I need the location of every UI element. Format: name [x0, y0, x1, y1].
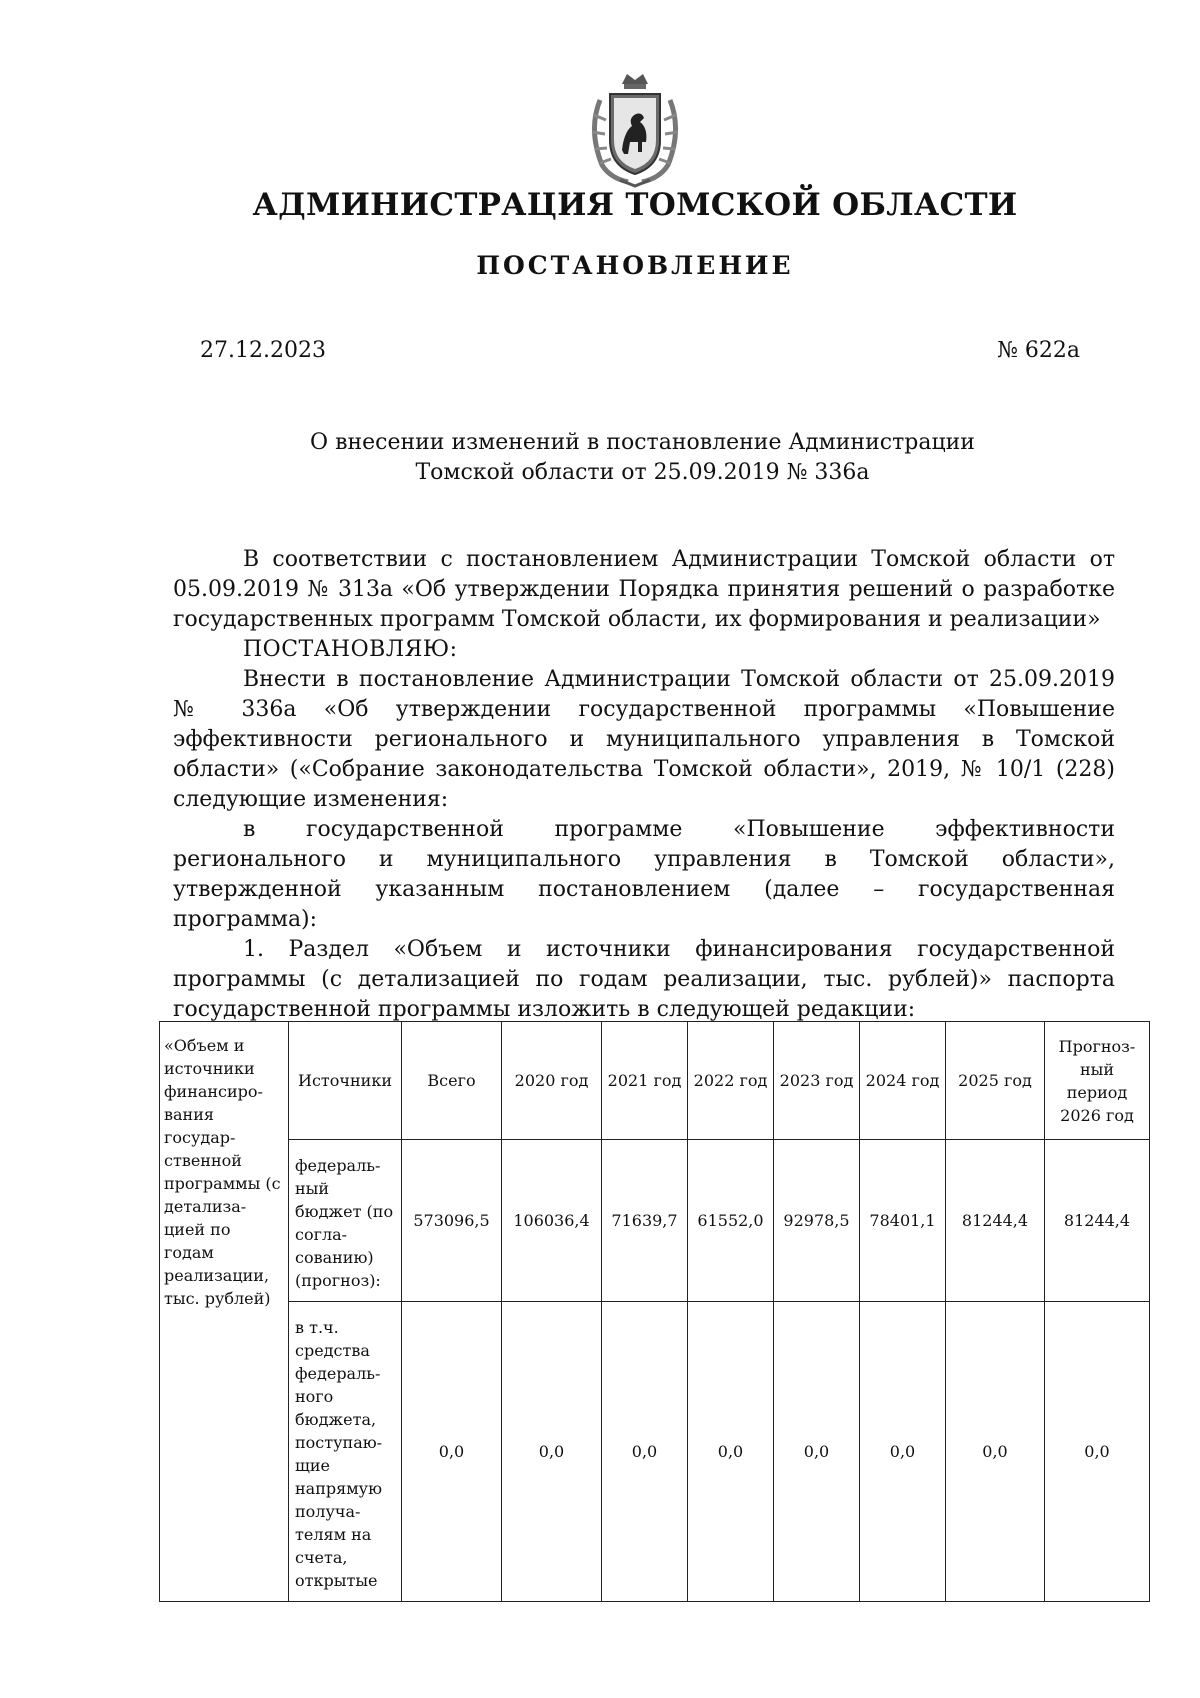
document-date: 27.12.2023 — [200, 338, 326, 363]
paragraph: Внести в постановление Администрации Томской области от 25.09.2019 № 336а «Об утверждении государственной программы «Повышение эффективности регионального и муниципального управления в Томской области» («Собрание законодательства Томской области», 2019, № 10/1 (228) следующие изменения: — [173, 667, 1115, 812]
header-cell: 2025 год — [946, 1022, 1045, 1140]
table-row — [160, 1140, 1150, 1302]
value-cell: 0,0 — [860, 1302, 946, 1602]
value-cell: 0,0 — [774, 1302, 860, 1602]
table-row — [160, 1302, 1150, 1602]
organization-title: АДМИНИСТРАЦИЯ ТОМСКОЙ ОБЛАСТИ — [252, 187, 1018, 223]
header-cell: 2022 год — [688, 1022, 774, 1140]
paragraph: в государственной программе «Повышение эффективности регионального и муниципального управления в Томской области», утвержденной указанным постановлением (далее – государственная программа): — [173, 817, 1115, 932]
value-cell: 573096,5 — [402, 1140, 502, 1302]
value-cell: 81244,4 — [946, 1140, 1045, 1302]
document-subject — [0, 428, 1200, 488]
document-body — [173, 545, 1115, 1025]
document-type: ПОСТАНОВЛЕНИЕ — [476, 251, 794, 280]
row-label-cell: «Объем и источники финансиро-вания государ-ственной программы (с детализа-цией по годам реализации, тыс. рублей) — [160, 1022, 289, 1602]
value-cell: 0,0 — [946, 1302, 1045, 1602]
value-cell: 0,0 — [402, 1302, 502, 1602]
paragraph: 1. Раздел «Объем и источники финансирования государственной программы (с детализацией по годам реализации, тыс. рублей)» паспорта государственной программы изложить в следующей редакции: — [173, 937, 1115, 1022]
header-cell: Источники — [289, 1022, 402, 1140]
header-cell: 2021 год — [602, 1022, 688, 1140]
value-cell: 71639,7 — [602, 1140, 688, 1302]
value-cell: 0,0 — [602, 1302, 688, 1602]
coat-of-arms-icon — [580, 70, 690, 190]
table-header-row — [160, 1022, 1150, 1140]
value-cell: 61552,0 — [688, 1140, 774, 1302]
paragraph: В соответствии с постановлением Администрации Томской области от 05.09.2019 № 313а «Об утверждении Порядка принятия решений о разработке государственных программ Томской области, их формирования и реализации» — [173, 547, 1115, 632]
header-cell: Прогноз-ный период 2026 год — [1045, 1022, 1150, 1140]
decree-word: ПОСТАНОВЛЯЮ: — [243, 637, 458, 662]
value-cell: 106036,4 — [502, 1140, 602, 1302]
source-cell: в т.ч. средства федераль-ного бюджета, поступаю-щие напрямую получа-телям на счета, открытые — [289, 1302, 402, 1602]
subject-line: О внесении изменений в постановление Администрации — [310, 430, 975, 455]
source-cell: федераль-ный бюджет (по согла-сованию) (прогноз): — [289, 1140, 402, 1302]
value-cell: 81244,4 — [1045, 1140, 1150, 1302]
header-cell: Всего — [402, 1022, 502, 1140]
header-cell: 2024 год — [860, 1022, 946, 1140]
document-number: № 622а — [997, 338, 1080, 363]
financing-table — [159, 1021, 1150, 1602]
value-cell: 0,0 — [688, 1302, 774, 1602]
value-cell: 0,0 — [502, 1302, 602, 1602]
header-cell: 2020 год — [502, 1022, 602, 1140]
value-cell: 0,0 — [1045, 1302, 1150, 1602]
subject-line: Томской области от 25.09.2019 № 336а — [415, 460, 870, 485]
header-cell: 2023 год — [774, 1022, 860, 1140]
value-cell: 92978,5 — [774, 1140, 860, 1302]
value-cell: 78401,1 — [860, 1140, 946, 1302]
